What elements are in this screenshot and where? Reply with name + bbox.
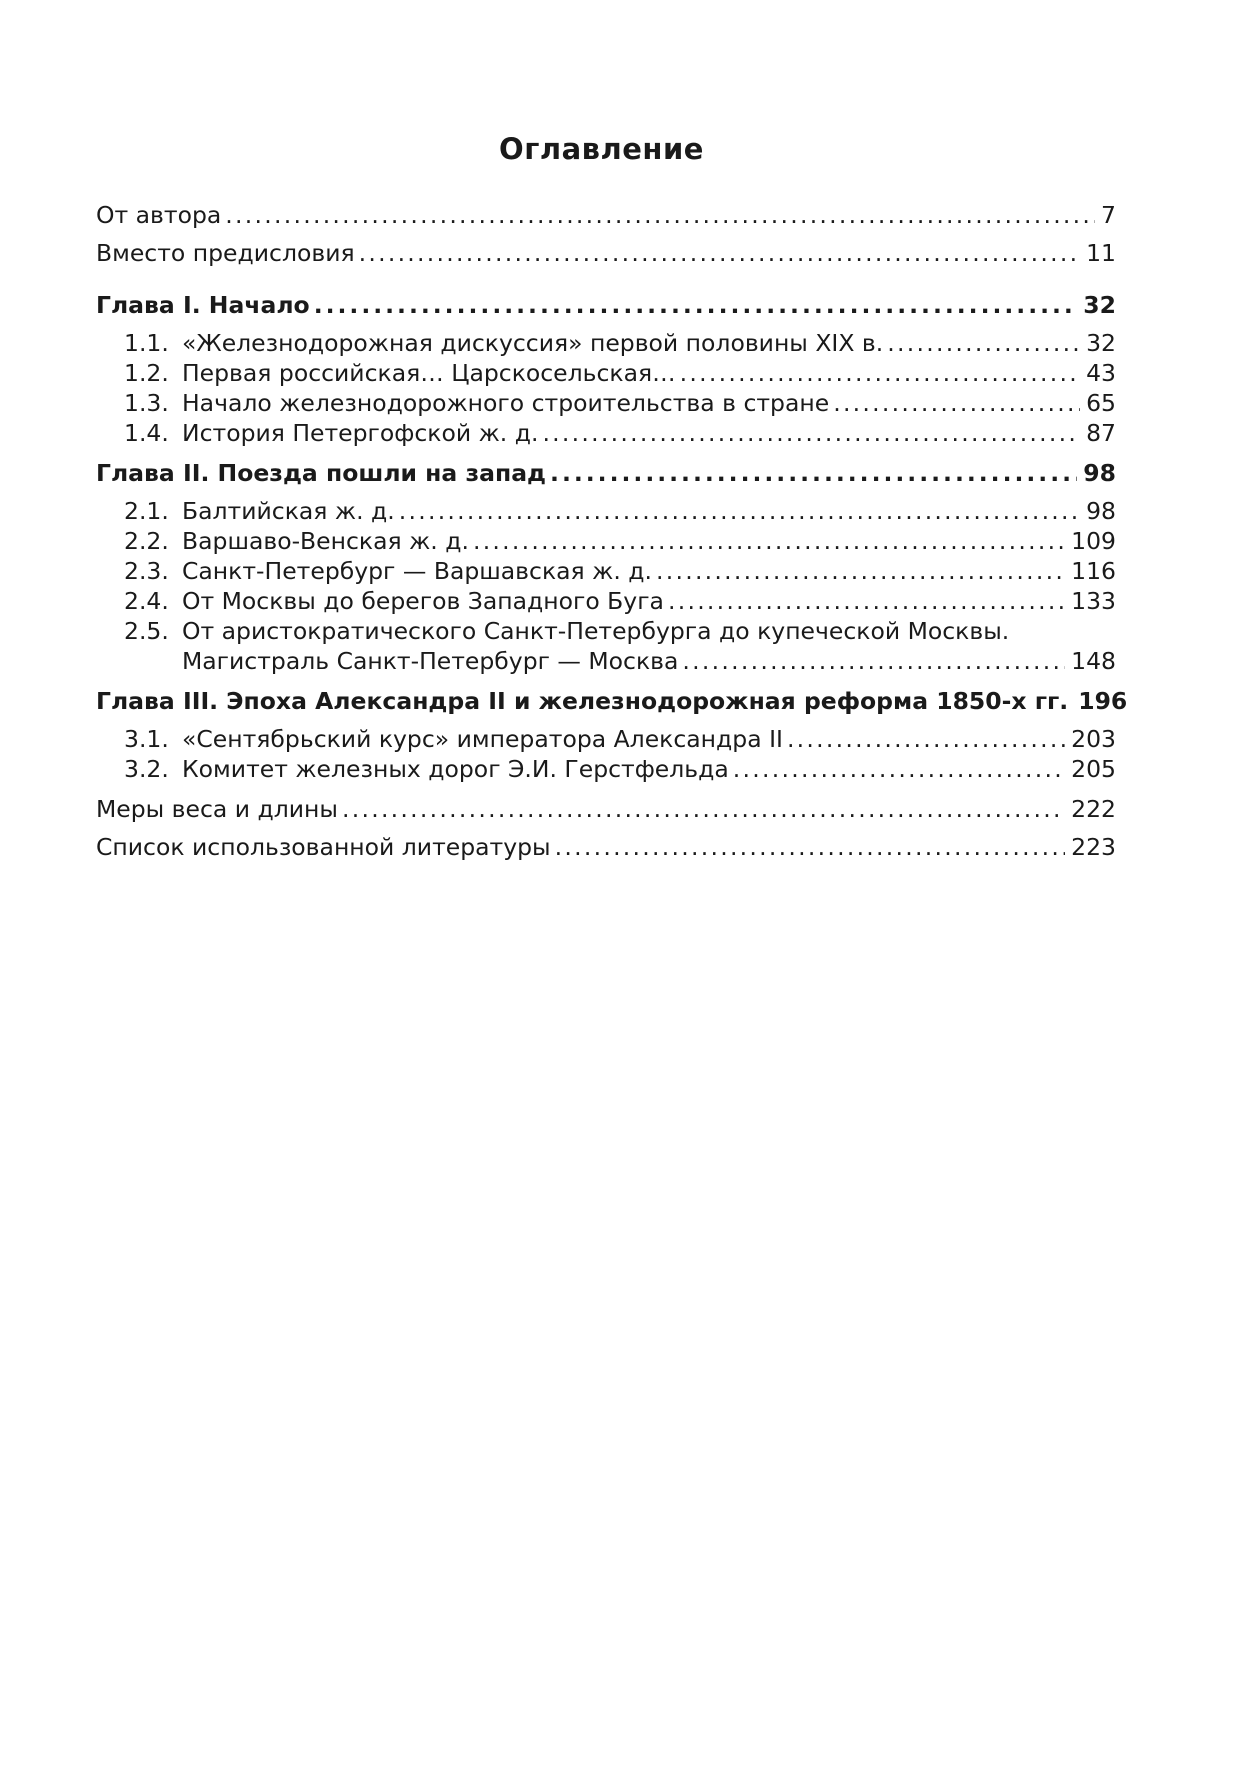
page-title: Оглавление — [499, 132, 704, 166]
toc-entry-measures[interactable] — [96, 794, 1116, 824]
toc-entry-page: 222 — [1071, 795, 1116, 823]
dot-leader — [787, 724, 1065, 754]
section-number: 2.1. — [124, 497, 169, 525]
toc-entry-instead-of-preface[interactable] — [96, 238, 1116, 268]
toc-section-2-3[interactable] — [96, 556, 1116, 586]
section-number: 1.2. — [124, 359, 169, 387]
toc-entry-page: 43 — [1086, 359, 1116, 387]
toc-section-1-1[interactable] — [96, 328, 1116, 358]
section-number: 1.3. — [124, 389, 169, 417]
toc-entry-page: 205 — [1071, 755, 1116, 783]
section-title: От аристократического Санкт-Петербурга до купеческой Москвы. — [182, 617, 1010, 645]
section-label — [124, 646, 678, 676]
section-number: 2.2. — [124, 527, 169, 555]
toc-entry-page: 87 — [1086, 419, 1116, 447]
section-label — [124, 328, 883, 358]
section-number: 2.4. — [124, 587, 169, 615]
toc-entry-page: 32 — [1086, 329, 1116, 357]
section-title: Комитет железных дорог Э.И. Герстфельда — [182, 755, 729, 783]
section-label — [124, 418, 538, 448]
dot-leader — [542, 418, 1080, 448]
toc-section-3-1[interactable] — [96, 724, 1116, 754]
toc-section-2-1[interactable] — [96, 496, 1116, 526]
toc-section-2-4[interactable] — [96, 586, 1116, 616]
dot-leader — [682, 646, 1065, 676]
section-number: 2.5. — [124, 617, 169, 645]
toc-entry-page: 98 — [1086, 497, 1116, 525]
dot-leader — [833, 388, 1080, 418]
dot-leader — [359, 238, 1080, 268]
toc-chapter-3[interactable] — [96, 686, 1128, 716]
toc-entry-page: 65 — [1086, 389, 1116, 417]
dot-leader — [314, 290, 1078, 320]
dot-leader — [399, 496, 1080, 526]
toc-section-1-4[interactable] — [96, 418, 1116, 448]
dot-leader — [656, 556, 1065, 586]
section-number: 2.3. — [124, 557, 169, 585]
section-title: Первая российская… Царскосельская… — [182, 359, 676, 387]
toc-section-3-2[interactable] — [96, 754, 1116, 784]
toc-entry-page: 32 — [1083, 291, 1116, 319]
toc-chapter-2[interactable] — [96, 458, 1116, 488]
toc-section-2-5-second-line[interactable] — [96, 646, 1116, 676]
section-label — [124, 724, 783, 754]
section-title: «Сентябрьский курс» императора Александра II — [182, 725, 783, 753]
chapter-heading: Глава III. Эпоха Александра II и железнодорожная реформа 1850-х гг. — [96, 687, 1069, 715]
section-title: Санкт-Петербург — Варшавская ж. д. — [182, 557, 652, 585]
toc-entry-page: 203 — [1071, 725, 1116, 753]
section-title: Балтийская ж. д. — [182, 497, 395, 525]
dot-leader — [550, 458, 1077, 488]
dot-leader — [733, 754, 1065, 784]
toc-entry-bibliography[interactable] — [96, 832, 1116, 862]
dot-leader — [887, 328, 1080, 358]
chapter-heading: Глава II. Поезда пошли на запад — [96, 459, 547, 487]
toc-entry-page: 196 — [1078, 687, 1128, 715]
toc-entry-label: Список использованной литературы — [96, 833, 551, 861]
section-title-continued: Магистраль Санкт-Петербург — Москва — [182, 647, 679, 675]
dot-leader — [342, 794, 1065, 824]
section-title: От Москвы до берегов Западного Буга — [182, 587, 664, 615]
toc-section-2-2[interactable] — [96, 526, 1116, 556]
section-label — [124, 358, 676, 388]
section-number: 3.2. — [124, 755, 169, 783]
toc-entry-page: 133 — [1071, 587, 1116, 615]
section-label — [124, 754, 729, 784]
section-title: «Железнодорожная дискуссия» первой половины XIX в. — [182, 329, 884, 357]
toc-entry-label: Вместо предисловия — [96, 239, 355, 267]
dot-leader — [668, 586, 1065, 616]
toc-entry-page: 116 — [1071, 557, 1116, 585]
toc-entry-page: 223 — [1071, 833, 1116, 861]
section-number: 3.1. — [124, 725, 169, 753]
toc-section-1-3[interactable] — [96, 388, 1116, 418]
section-title: История Петергофской ж. д. — [182, 419, 539, 447]
section-label — [124, 526, 469, 556]
section-number: 1.4. — [124, 419, 169, 447]
section-label — [124, 388, 829, 418]
toc-entry-page: 148 — [1071, 647, 1116, 675]
toc-section-2-5-first-line[interactable] — [96, 616, 1116, 646]
table-of-contents — [96, 200, 1128, 862]
dot-leader — [555, 832, 1066, 862]
section-title: Начало железнодорожного строительства в стране — [182, 389, 830, 417]
section-label — [124, 496, 395, 526]
toc-entry-page: 11 — [1086, 239, 1116, 267]
toc-section-1-2[interactable] — [96, 358, 1116, 388]
dot-leader — [225, 200, 1095, 230]
section-label — [124, 556, 652, 586]
toc-chapter-1[interactable] — [96, 290, 1116, 320]
toc-entry-label: Меры веса и длины — [96, 795, 338, 823]
toc-entry-label: От автора — [96, 201, 222, 229]
toc-entry-page: 98 — [1083, 459, 1116, 487]
section-label — [124, 586, 664, 616]
section-title: Варшаво-Венская ж. д. — [182, 527, 469, 555]
section-number: 1.1. — [124, 329, 169, 357]
dot-leader — [680, 358, 1080, 388]
toc-entry-page: 109 — [1071, 527, 1116, 555]
toc-entry-page: 7 — [1101, 201, 1116, 229]
chapter-heading: Глава I. Начало — [96, 291, 310, 319]
toc-entry-from-author[interactable] — [96, 200, 1116, 230]
dot-leader — [473, 526, 1065, 556]
